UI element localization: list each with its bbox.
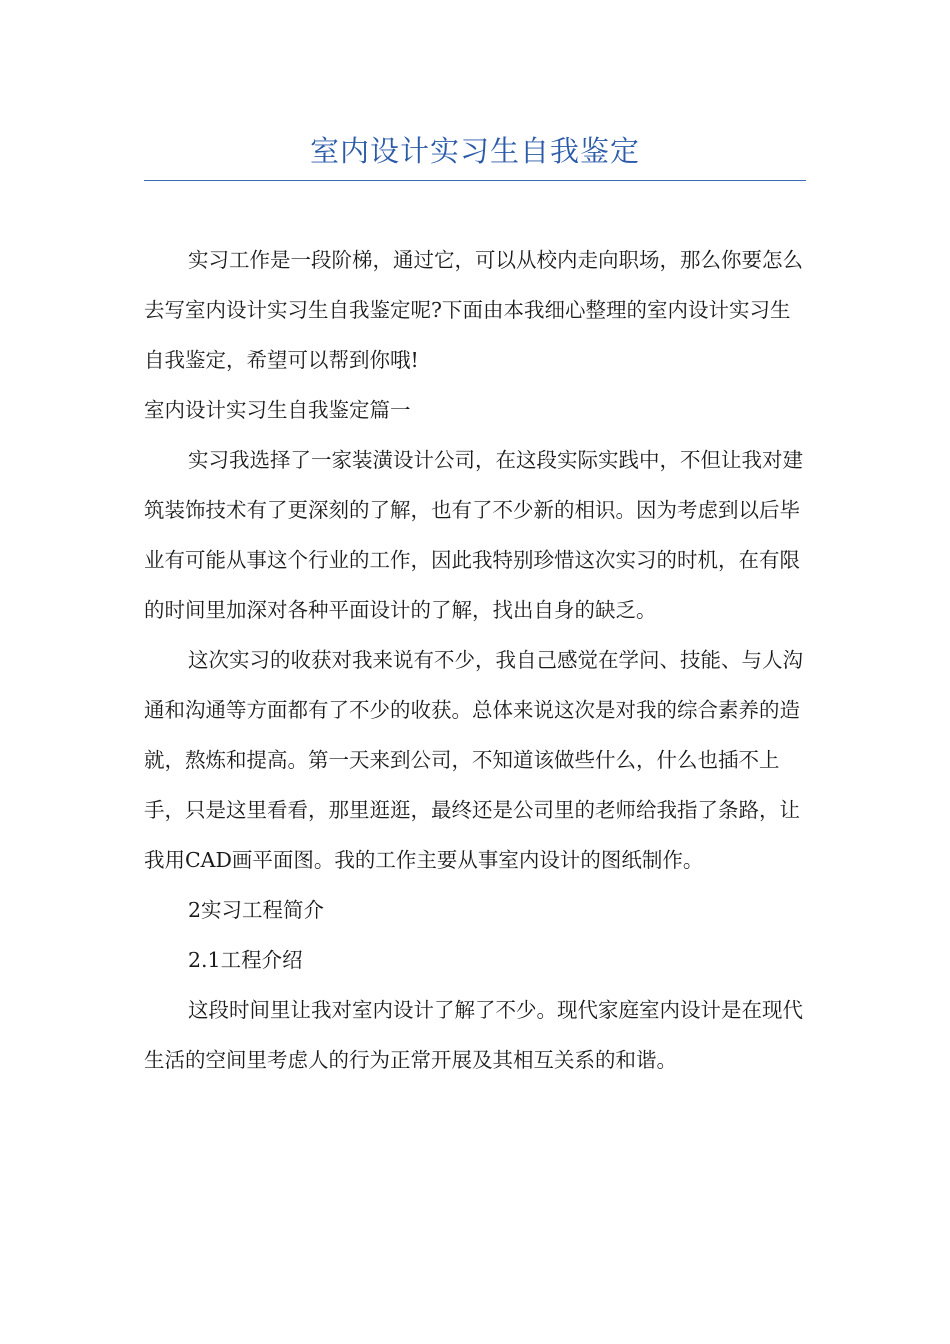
section-heading: 室内设计实习生自我鉴定篇一 [144, 398, 411, 422]
subheading: 2.1工程介绍 [188, 948, 303, 972]
body-paragraph: 这次实习的收获对我来说有不少，我自己感觉在学问、技能、与人沟通和沟通等方面都有了不少的收获。总体来说这次是对我的综合素养的造就，熬炼和提高。第一天来到公司，不知道该做些什么，什么也插不上手，只是这里看看，那里逛逛，最终还是公司里的老师给我指了条路，让我用CAD画平面图。我的工作主要从事室内设计的图纸制作。 [144, 648, 803, 872]
subheading: 2实习工程简介 [188, 898, 325, 922]
document-title: 室内设计实习生自我鉴定 [309, 134, 640, 168]
document-body [144, 235, 806, 1085]
title-underline [144, 180, 806, 181]
intro-paragraph: 实习工作是一段阶梯，通过它，可以从校内走向职场，那么你要怎么去写室内设计实习生自我鉴定呢?下面由本我细心整理的室内设计实习生自我鉴定，希望可以帮到你哦! [144, 248, 803, 372]
body-paragraph: 实习我选择了一家装潢设计公司，在这段实际实践中，不但让我对建筑装饰技术有了更深刻的了解，也有了不少新的相识。因为考虑到以后毕业有可能从事这个行业的工作，因此我特别珍惜这次实习的时机，在有限的时间里加深对各种平面设计的了解，找出自身的缺乏。 [144, 448, 803, 622]
body-paragraph: 这段时间里让我对室内设计了解了不少。现代家庭室内设计是在现代生活的空间里考虑人的行为正常开展及其相互关系的和谐。 [144, 998, 803, 1072]
